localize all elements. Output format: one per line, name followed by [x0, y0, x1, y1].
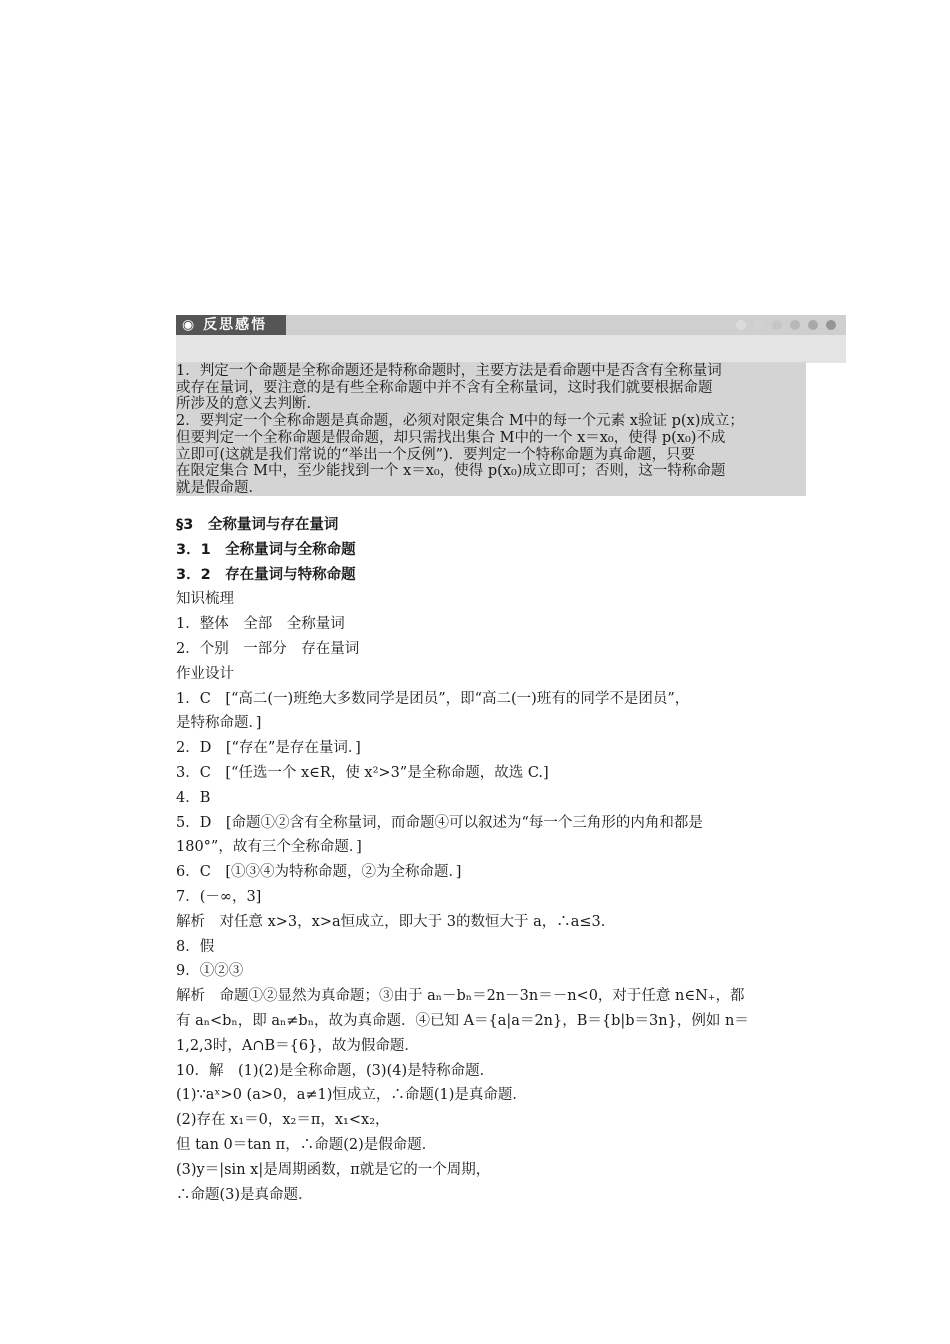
dot-icon — [826, 320, 836, 330]
answer-line: 2．D [“存在”是存在量词．] — [176, 740, 361, 757]
section-title: §3 全称量词与存在量词 — [176, 517, 339, 533]
answer-line: 3．C [“任选一个 x∈R，使 x²>3”是全称命题，故选 C.] — [176, 764, 549, 781]
knowledge-heading: 知识梳理 — [176, 591, 234, 608]
reflection-box — [176, 362, 806, 496]
analysis-line: 解析 命题①②显然为真命题；③由于 aₙ－bₙ＝2n－3n＝－n<0，对于任意 n∈N₊，都 — [176, 988, 745, 1005]
answer-line: 9．①②③ — [176, 963, 244, 980]
answer-line: 8．假 — [176, 938, 215, 955]
answer-line: 4．B — [176, 789, 211, 806]
answer-line: (3)y＝|sin x|是周期函数，π就是它的一个周期， — [176, 1161, 491, 1178]
dot-icon — [808, 320, 818, 330]
answer-line: 6．C [①③④为特称命题，②为全称命题．] — [176, 864, 462, 881]
answer-line: 7．(－∞，3] — [176, 888, 262, 905]
reflection-line: 立即可(这就是我们常说的“举出一个反例”)．要判定一个特称命题为真命题，只要 — [176, 446, 696, 463]
reflection-line: 2．要判定一个全称命题是真命题，必须对限定集合 M中的每一个元素 x验证 p(x)成立； — [176, 413, 744, 430]
banner-strip — [286, 315, 846, 335]
reflection-banner — [176, 315, 846, 363]
reflection-line: 1．判定一个命题是全称命题还是特称命题时，主要方法是看命题中是否含有全称量词 — [176, 363, 722, 379]
reflection-title: ◉ 反思感悟 — [176, 315, 286, 335]
dot-icon — [772, 320, 782, 330]
answer-content — [176, 513, 816, 1207]
subsection-title: 3．1 全称量词与全称命题 — [176, 541, 356, 558]
reflection-line: 但要判定一个全称命题是假命题，却只需找出集合 M中的一个 x＝x₀，使得 p(x₀)不成 — [176, 429, 726, 446]
answer-line: 但 tan 0＝tan π，∴命题(2)是假命题． — [176, 1136, 437, 1153]
answer-line: 1．C [“高二(一)班绝大多数同学是团员”，即“高二(一)班有的同学不是团员”， — [176, 690, 690, 707]
answer-line: ∴命题(3)是真命题． — [176, 1186, 313, 1203]
reflection-line: 就是假命题． — [176, 479, 263, 496]
answer-line: 10．解 (1)(2)是全称命题，(3)(4)是特称命题． — [176, 1062, 495, 1079]
reflection-line: 所涉及的意义去判断． — [176, 396, 321, 413]
answer-line: 180°”，故有三个全称命题．] — [176, 839, 362, 856]
analysis-line: 有 aₙ<bₙ，即 aₙ≠bₙ，故为真命题．④已知 A＝{a|a＝2n}，B＝{b|b＝3n}，例如 n＝ — [176, 1012, 749, 1029]
knowledge-item: 1．整体 全部 全称量词 — [176, 616, 345, 633]
dot-icon — [790, 320, 800, 330]
homework-heading: 作业设计 — [176, 665, 234, 682]
dot-icon — [736, 320, 746, 330]
answer-line: 是特称命题．] — [176, 715, 262, 732]
analysis-line: 1,2,3时，A∩B＝{6}，故为假命题． — [176, 1037, 419, 1054]
knowledge-item: 2．个别 一部分 存在量词 — [176, 640, 360, 657]
dot-icon — [754, 320, 764, 330]
subsection-title: 3．2 存在量词与特称命题 — [176, 566, 356, 583]
reflection-line: 或存在量词，要注意的是有些全称命题中并不含有全称量词，这时我们就要根据命题 — [176, 379, 713, 396]
reflection-line: 在限定集合 M中，至少能找到一个 x＝x₀，使得 p(x₀)成立即可；否则，这一特称命题 — [176, 463, 726, 480]
answer-line: (2)存在 x₁＝0，x₂＝π，x₁<x₂， — [176, 1112, 390, 1129]
answer-line: (1)∵aˣ>0 (a>0，a≠1)恒成立，∴命题(1)是真命题． — [176, 1087, 527, 1104]
analysis-line: 解析 对任意 x>3，x>a恒成立，即大于 3的数恒大于 a，∴a≤3. — [176, 913, 606, 930]
answer-line: 5．D [命题①②含有全称量词，而命题④可以叙述为“每一个三角形的内角和都是 — [176, 814, 703, 831]
decorative-dots — [736, 320, 836, 330]
